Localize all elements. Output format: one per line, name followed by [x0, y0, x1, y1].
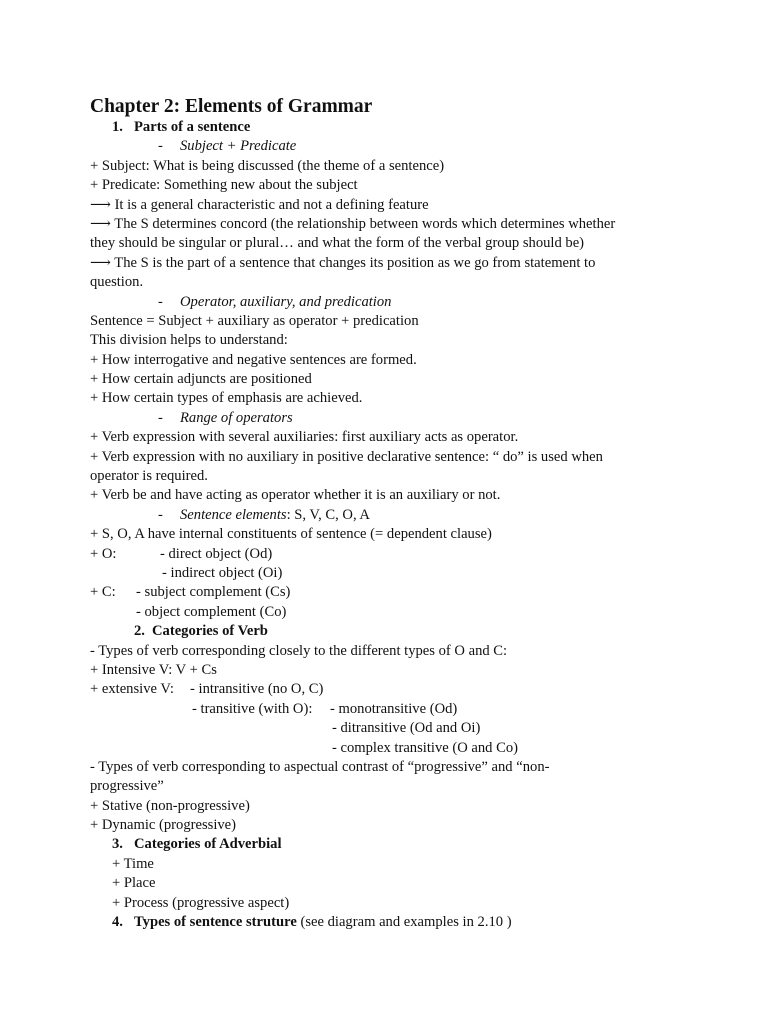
section-title: Categories of Verb — [152, 623, 268, 640]
object-item: - indirect object (Oi) — [162, 564, 283, 581]
text-line: + Verb expression with no auxiliary in positive declarative sentence: “ do” is used when — [90, 448, 603, 465]
section-1-heading — [90, 118, 760, 137]
subheading-subject-predicate — [90, 137, 760, 156]
object-line-2 — [90, 564, 760, 583]
text-line: ⟶ It is a general characteristic and not a defining feature — [90, 196, 429, 213]
verb-subitem: - ditransitive (Od and Oi) — [332, 720, 481, 737]
text-line: + How certain adjuncts are positioned — [90, 371, 312, 388]
text-line: question. — [90, 274, 144, 291]
complex-transitive-line — [90, 739, 760, 758]
subheading-text: Subject + Predicate — [180, 138, 297, 155]
text-line: they should be singular or plural… and what the form of the verbal group should be) — [90, 235, 585, 252]
verb-label: + extensive V: — [90, 681, 174, 698]
verb-subitem: - monotransitive (Od) — [330, 700, 458, 717]
subheading-operator — [90, 293, 760, 312]
section-number: 1. — [112, 119, 123, 135]
complement-line-1 — [90, 583, 760, 602]
section-4-heading — [90, 913, 760, 932]
text-line: Sentence = Subject + auxiliary as operator + predication — [90, 312, 419, 329]
dash-marker: - — [158, 138, 163, 155]
section-3-heading — [90, 835, 760, 854]
transitive-line — [90, 700, 760, 719]
verb-subitem: - complex transitive (O and Co) — [332, 739, 519, 756]
complement-item: - subject complement (Cs) — [136, 584, 291, 601]
complement-line-2 — [90, 603, 760, 622]
text-line: + How certain types of emphasis are achieved. — [90, 390, 363, 407]
section-title: Types of sentence struture — [134, 914, 297, 931]
complement-label: + C: — [90, 584, 116, 601]
adverbial-item: + Place — [112, 875, 156, 892]
text-line: + Dynamic (progressive) — [90, 817, 237, 834]
text-line: - Types of verb corresponding closely to the different types of O and C: — [90, 642, 508, 659]
text-line: operator is required. — [90, 468, 208, 485]
text-line: ⟶ The S determines concord (the relationship between words which determines whether — [90, 215, 616, 232]
text-line: This division helps to understand: — [90, 332, 288, 349]
text-line: progressive” — [90, 778, 164, 795]
dash-marker: - — [158, 506, 163, 523]
verb-item: - transitive (with O): — [192, 700, 313, 717]
section-number: 2. — [134, 623, 145, 640]
section-2-heading — [90, 622, 760, 641]
text-line: + Subject: What is being discussed (the theme of a sentence) — [90, 157, 445, 174]
object-item: - direct object (Od) — [160, 545, 273, 562]
extensive-verb-line — [90, 680, 760, 699]
complement-item: - object complement (Co) — [136, 603, 287, 620]
text-line: + How interrogative and negative sentences are formed. — [90, 351, 417, 368]
text-line: + S, O, A have internal constituents of sentence (= dependent clause) — [90, 526, 492, 543]
subheading-rest: : S, V, C, O, A — [286, 506, 370, 523]
object-line-1 — [90, 545, 760, 564]
subheading-text: Sentence elements — [180, 506, 287, 523]
subheading-range-of-operators — [90, 409, 760, 428]
text-line: + Verb be and have acting as operator whether it is an auxiliary or not. — [90, 487, 501, 504]
text-line: + Intensive V: V + Cs — [90, 661, 217, 678]
object-label: + O: — [90, 545, 117, 562]
dash-marker: - — [158, 293, 163, 310]
text-line: ⟶ The S is the part of a sentence that changes its position as we go from statement to — [90, 254, 596, 271]
verb-item: - intransitive (no O, C) — [190, 681, 324, 698]
section-note: (see diagram and examples in 2.10 ) — [296, 914, 512, 931]
text-line: + Predicate: Something new about the subject — [90, 177, 358, 194]
subheading-sentence-elements — [90, 506, 760, 525]
section-number: 4. — [112, 914, 123, 931]
section-title: Categories of Adverbial — [134, 836, 282, 853]
adverbial-item: + Time — [112, 855, 154, 872]
subheading-text: Range of operators — [180, 409, 293, 426]
text-line: - Types of verb corresponding to aspectual contrast of “progressive” and “non- — [90, 758, 550, 775]
ditransitive-line — [90, 719, 760, 738]
adverbial-item: + Process (progressive aspect) — [112, 894, 290, 911]
text-line: + Verb expression with several auxiliaries: first auxiliary acts as operator. — [90, 429, 519, 446]
section-title: Parts of a sentence — [134, 119, 251, 135]
text-line: + Stative (non-progressive) — [90, 797, 250, 814]
subheading-text: Operator, auxiliary, and predication — [180, 293, 392, 310]
section-number: 3. — [112, 836, 123, 853]
chapter-title: Chapter 2: Elements of Grammar — [90, 96, 373, 117]
document-body — [90, 96, 760, 932]
dash-marker: - — [158, 409, 163, 426]
